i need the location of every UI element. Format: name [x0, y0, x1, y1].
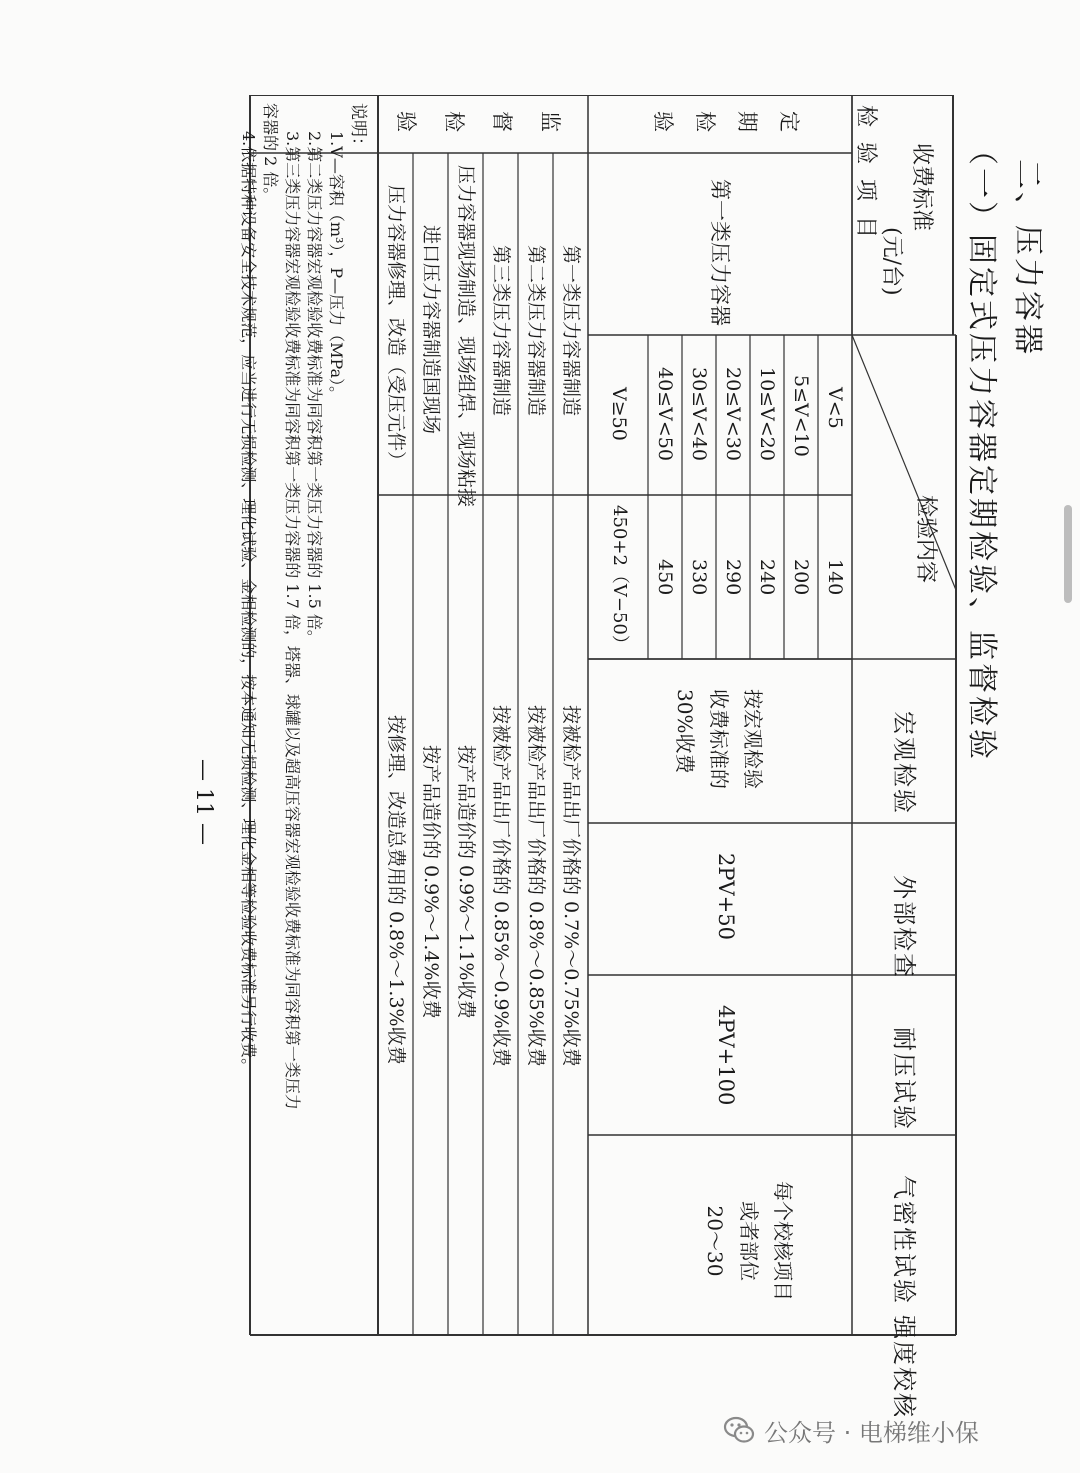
macro-fee: 450+2（V−50）	[609, 505, 630, 653]
column-air-tightness: 气密性试验	[890, 1175, 918, 1305]
supervision-fee: 按被检产品出厂价格的 0.85%～0.9%收费	[490, 705, 512, 1067]
watermark-text: 公众号 · 电梯维小保	[764, 1418, 979, 1447]
watermark	[722, 1411, 979, 1449]
supervision-item: 进口压力容器制造国现场	[420, 225, 442, 435]
note-line: 2.第二类压力容器宏观检验收费标准为同容积第一类压力容器的 1.5 倍。	[305, 131, 324, 646]
header-unit: (元/台)	[879, 227, 904, 296]
supervision-item: 压力容器修理、改造（受压元件）	[385, 185, 407, 471]
note-line: 4.依据特种设备安全技术规范，应当进行无损检测、理化试验、金相检测的，按本通知无损检测、理化金相等检验收费标准另行收费。	[239, 131, 258, 1075]
section-title: 二、压力容器	[1010, 159, 1045, 357]
volume-range: V≥50	[608, 387, 630, 441]
group-label-supervision: 监 督 检 验	[394, 111, 562, 132]
macro-fee: 330	[688, 559, 710, 596]
supervision-fee: 按被检产品出厂价格的 0.7%～0.75%收费	[560, 705, 582, 1067]
pressure-test-fee: 2PV+50	[714, 853, 738, 940]
header-inspection-content: 检验内容	[913, 495, 938, 584]
supervision-item: 第三类压力容器制造	[490, 245, 512, 417]
column-strength-check: 强度校核	[890, 1315, 918, 1419]
header-fee-standard: 收费标准	[909, 143, 934, 232]
group-label-periodic: 定 期 检 验	[651, 111, 801, 132]
scrollbar-thumb[interactable]	[1064, 505, 1072, 603]
wechat-icon	[722, 1413, 756, 1447]
macro-fee: 450	[654, 559, 676, 596]
supervision-fee: 按被检产品出厂价格的 0.8%～0.85%收费	[525, 705, 547, 1067]
rotated-document	[180, 95, 1060, 1419]
macro-fee: 290	[722, 559, 744, 596]
note-line: 容器的 2 倍。	[261, 103, 280, 204]
strength-check-fee: 每个校核项目 或者部位 20～30	[703, 1181, 795, 1301]
volume-range: 20≤V<30	[722, 367, 744, 461]
macro-fee: 240	[756, 559, 778, 596]
page-number: — 11 —	[191, 759, 216, 845]
volume-range: 40≤V<50	[654, 367, 676, 461]
macro-fee: 140	[824, 559, 846, 596]
supervision-fee: 按产品造价的 0.9%～1.4%收费	[420, 745, 442, 1019]
air-tightness-fee: 4PV+100	[714, 1005, 738, 1106]
note-line: 1.V—容积（m³），P—压力（MPa）。	[327, 131, 346, 403]
supervision-item: 第二类压力容器制造	[525, 245, 547, 417]
first-class-label: 第一类压力容器	[708, 179, 732, 326]
macro-fee: 200	[790, 559, 812, 596]
column-pressure-test: 耐压试验	[890, 1027, 918, 1131]
supervision-fee: 按产品造价的 0.9%～1.1%收费	[455, 745, 477, 1019]
volume-range: 30≤V<40	[688, 367, 710, 461]
note-line: 3.第三类压力容器宏观检验收费标准为同容积第一类压力容器的 1.7 倍，塔器、球罐以及超高压容器宏观检验收费标准为同容积第一类压力	[283, 131, 302, 1110]
subsection-title: （一）固定式压力容器定期检验、监督检验	[964, 135, 999, 762]
header-inspection-item: 检 验 项 目	[853, 105, 878, 242]
volume-range: 5≤V<10	[790, 375, 812, 457]
supervision-fee: 按修理、改造总费用的 0.8%～1.3%收费	[385, 715, 407, 1065]
external-check-fee: 按宏观检验 收费标准的 30%收费	[673, 689, 765, 789]
supervision-item: 第一类压力容器制造	[560, 245, 582, 417]
notes-title: 说明：	[348, 103, 368, 154]
column-macro-inspection: 宏观检验	[890, 711, 918, 815]
volume-range: 10≤V<20	[756, 367, 778, 461]
volume-range: V<5	[824, 387, 846, 429]
supervision-item: 压力容器现场制造、现场组焊、现场粘接	[455, 165, 477, 508]
column-external-check: 外部检查	[890, 875, 918, 979]
